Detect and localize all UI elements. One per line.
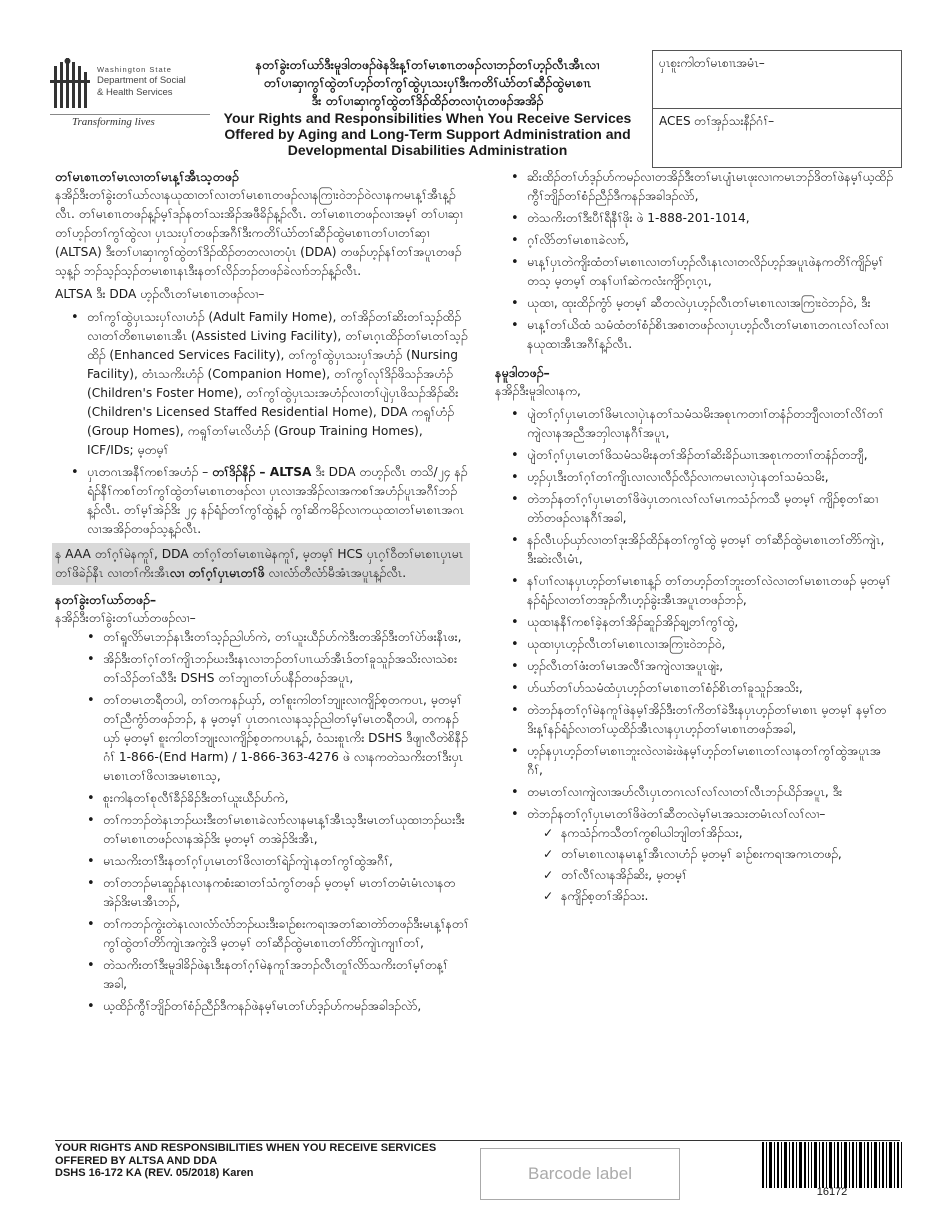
check-item-label: တၢ်လီၢ်လၢနအိၣ်ဆိး, မ့တမ့ၢ်	[561, 868, 687, 882]
check-item	[527, 845, 895, 864]
list-item: • စူးကါနတၢ်စုလီၢ်ခီၣ်ခိၣ်ဒီးတၢ်ယူးယီၣ်ဟ်ကဲ,	[55, 789, 470, 808]
rights-intro: နအိၣ်ဒီးတၢ်ခွဲးတၢ်ယာ်တဖၣ်လၢ–	[55, 611, 196, 625]
client-info-box	[652, 50, 902, 168]
dshs-people-logo-icon	[50, 58, 92, 110]
bullet2-text-a: ပှၤတဂၤအနီၢ်ကစၢ်အဟံၣ် –	[87, 465, 213, 479]
title-karen-line2: တၢ်ပၢဆှၢကွၢ်ထွဲတၢ်ဟ့ၣ်တၢ်ကွၢ်ထွဲပှၤသးပှၢ်ဒီးကတိၢ်ယံာ်တၢ်ဆီၣ်ထွဲမၤစၢၤ	[263, 75, 592, 90]
shaded-note	[52, 543, 470, 585]
shaded-text-a: န AAA တၢ်ဂ့ၢ်မဲနကူၢ်, DDA တၢ်ဂ့ၢ်တၢ်မၤစၢၤမဲနကူၢ်, မ့တမ့ၢ် HCS ပှၤဂ့ၢ်ဝီတၢ်မၤစၢၤပှၤမၤတၢ်ဖိခဲၣ်နီၤ လၢတၢ်ကိးအီၤ	[55, 547, 464, 580]
rights-list-continued	[495, 168, 895, 354]
shaded-bold: လၢ တၢ်ဂ့ၢ်ပှၤမၤတၢ်ဖိ	[169, 566, 265, 580]
rights-list	[55, 628, 470, 1016]
left-column	[55, 168, 470, 1019]
title-english-line2: Offered by Aging and Long-Term Support Administration and	[224, 126, 631, 142]
list-item: • တဲသကိးတၢ်ဒီးမူဒါခိၣ်ဖဲနၤဒီးနတၢ်ဂ့ၢ်မဲနကူၢ်အဘၣ်လီၤတူၢ်လိာ်သကိးတၢ်မ့ၢ်တန့ၢ်အခါ,	[55, 956, 470, 994]
logo-tagline: Transforming lives	[72, 116, 155, 128]
dshs-logo	[50, 56, 210, 134]
form-number: 16172	[816, 1186, 848, 1198]
logo-divider	[50, 114, 210, 115]
bullet2-important: တၢ်ဒိၣ်နီၣ် – ALTSA	[212, 465, 312, 479]
responsibilities-intro: နအိၣ်ဒီးမူဒါလၢနက,	[495, 384, 581, 398]
shaded-text-b: လၢလံာ်တီလံာ်မီအံၤအပူၤန့ၣ်လီၤ.	[264, 566, 407, 580]
bullet2-text-b: ဒီး DDA တဟ့ၣ်လီၤ တသိ/၂၄ နၣ်ရံၣ်နီၢ်ကစၢ်တၢ်ကွၢ်ထွဲတၢ်မၤစၢၤတဖၣ်လၢ ပှၤလၢအအိၣ်လၢအကစၢ်အဟံၣ်ပူၤအဂီၢ်ဘၣ်န့ၣ်လီၤ. တၢ်မ့ၢ်အဲၣ်ဒိး ၂၄ နၣ်ရံၣ်တၢ်ကွၢ်ထွဲန့ၣ် ကွၢ်ဆိကမိၣ်လၢကယုထၢတၢ်မၤစၢၤအဂၤလၢအအိၣ်တဖၣ်သ့န့ၣ်လီၤ.	[87, 465, 468, 536]
check-item-label: နကျိၣ်စ့တၢ်အိၣ်သး.	[561, 889, 649, 903]
checkmark-icon: ✓	[543, 868, 554, 882]
barcode-icon	[762, 1142, 902, 1188]
document-title	[205, 56, 650, 158]
list-item: • တၢ်တဘၣ်မၤဆူၣ်နၤလၢနကစံးဆၢတၢ်သံကွၢ်တဖၣ် မ့တမ့ၢ် မၤတၢ်တမံၤမံၤလၢနတအဲၣ်ဒိးမၤအီၤဘၣ်,	[55, 874, 470, 912]
list-item: • အိၣ်ဒီးတၢ်ဂ့ၢ်တၢ်ကျိၤဘၣ်ဃးဒီးနၤလၢဘၣ်တၢ်ပၢၤယာ်အီၤဒ်တၢ်ခူသူၣ်အသိးလၢသဲစးတၢ်သိၣ်တၢ်သီဒီး DSHS တၢ်ဘျၢတၢ်ဟ်ပနီၣ်တဖၣ်အပူၤ,	[55, 650, 470, 688]
logo-dept-line1: Department of Social	[97, 75, 186, 86]
list-item: • တဲဘၣ်နတၢ်ဂ့ၢ်ပှၤမၤတၢ်ဖိဖဲပှၤတဂၤလၢ်လၢ်မၤကသံၣ်ကသီ မ့တမ့ၢ် ကျိၣ်စ့တၢ်ဆၢတဲာ်တဖၣ်လၢနဂီၢ်အခါ,	[495, 490, 895, 528]
barcode-label-box	[480, 1148, 680, 1200]
title-karen-line1: နတၢ်ခွဲးတၢ်ယာ်ဒီးမူဒါတဖၣ်ဖဲနဒိးန့ၢ်တၢ်မၤစၢၤတဖၣ်လၢဘၣ်တၢ်ဟ့ၣ်လီၤအီၤလၢ	[255, 57, 600, 72]
client-name-field[interactable]	[653, 51, 901, 109]
list-item: • တၢ်ကွၢ်ထွဲပှၤသးပှၢ်လၢဟံၣ် (Adult Family Home), တၢ်အိၣ်တၢ်ဆိးတၢ်သ့ၣ်ထိၣ်လၢတၢ်တိစၢၤမၤစၢၤအီၤ (Assisted Living Facility), တၢ်မၤဂ့ၤထိၣ်တၢ်မၤတၢ်သ့ၣ်ထိၣ် (Enhanced Services Facility), တၢ်ကွၢ်ထွဲပှၤသးပှၢ်အဟံၣ် (Nursing Facility), တံၤသကိးဟံၣ် (Companion Home), တၢ်ကွၢ်လုၢ်ဒိၣ်ဖိသၣ်အဟံၣ် (Children's Foster Home), တၢ်ကွၢ်ထွဲပှၤသးအဟံၣ်လၢတၢ်ပျဲပှၤဖိသၣ်အိၣ်ဆိး (Children's Licensed Staffed Residential Home), DDA ကရူၢ်ဟံၣ် (Group Homes), ကရူၢ်တၢ်မၤလိဟံၣ် (Group Training Homes), ICF/IDs; မ့တမ့ၢ်	[55, 308, 470, 460]
list-item: • ယ့ထိၣ်ကွီၢ်ဘျိၣ်တၢ်စံၣ်ညီၣ်ဒီကနၣ်ဖဲနမ့ၢ်မၤတၢ်ဟ်ဒ့ၣ်ဟ်ကမၣ်အခါဒၣ်လဲာ်,	[55, 997, 470, 1016]
list-item: • ဆိးထိၣ်တၢ်ဟ်ဒ့ၣ်ဟ်ကမၣ်လၢတအိၣ်ဒီးတၢ်မၤပျံၤမၤဖုးလၢကမၤဘၣ်ဒိတၢ်ဖဲနမ့ၢ်ယ့ထိၣ်ကွီၢ်ဘျိၣ်တၢ်စံၣ်ညီၣ်ဒီကနၣ်အခါဒၣ်လဲာ်,	[495, 168, 895, 206]
list-item: • တဲသကိးတၢ်ဒီးပီၢ်ရီနီၢ်ဖိုး ဖဲ 1-888-201-1014,	[495, 209, 895, 228]
list-item: • ဟ့ၣ်လီၤတၢ်ဖံးတၢ်မၤအလီၢ်အကျဲလၢအပူၤဖျဲး,	[495, 657, 895, 676]
right-column	[495, 168, 895, 909]
check-item	[527, 824, 895, 843]
check-item-label: တၢ်မၤစၢၤလၢနမၤန့ၢ်အီၤလၢဟံၣ် မ့တမ့ၢ် ခၢဉ်စးကရၢအကၤတဖၣ်,	[561, 847, 842, 861]
list-item: • တၢ်ရူလိာ်မၤဘၣ်နၤဒီးတၢ်သ့ၣ်ညါဟ်ကဲ, တၢ်ယူးယီၣ်ဟ်ကဲဒီးတအိၣ်ဒီးတၢ်ပဲာ်ဖးနီၤဖး,	[55, 628, 470, 647]
list-item: • ပျဲတၢ်ဂ့ၢ်ပှၤမၤတၢ်ဖိသမံသမိးနတၢ်အိၣ်တၢ်ဆိးခိၣ်ယၢၤအစုၤကတၢၢ်တနံၣ်တဘျီ,	[495, 446, 895, 465]
check-item-label: နကသံၣ်ကသီတၢ်ကွစါယါဘျါတၢ်အိၣ်သး,	[561, 826, 743, 840]
list-item: • ဟ့ၣ်ပှၤဒီးတၢ်ဂ့ၢ်တၢ်ကျိၤလၢလၢလီၣ်လီၣ်လၢကမၤလၢပှဲၤနတၢ်သမံသမိး,	[495, 468, 895, 487]
list-item: • တၢ်ကဘၣ်တဲနၤဘၣ်ဃးဒီးတၢ်မၤစၢၤခဲလၢာ်လၢနမၤန့ၢ်အီၤသ့ဒီးမၤတၢ်ယုထၢဘၣ်ဃးဒီးတၢ်မၤစၢၤတဖၣ်လၢနအဲၣ်ဒိး မ့တမ့ၢ် တအဲၣ်ဒိးအီၤ,	[55, 811, 470, 849]
list-item: • ယုထၢ, ထုးထိၣ်ကွံာ် မ့တမ့ၢ် ဆီတလဲပှၤဟ့ၣ်လီၤတၢ်မၤစၢၤလၢအကြၢးဝဲဘၣ်ဝဲ, ဒီး	[495, 294, 895, 313]
list-item: • တဲဘၣ်နတၢ်ဂ့ၢ်မဲနကူၢ်ဖဲနမ့ၢ်အိၣ်ဒီးတၢ်ကိတၢ်ခဲဒီးနပှၤဟ့ၣ်တၢ်မၤစၢၤ မ့တမ့ၢ် နမ့ၢ်တဒိးန့ၢ်နၣ်ရံၣ်လၢတၢ်ယ့ထိၣ်အီၤလၢနပှၤဟ့ၣ်တၢ်မၤစၢၤတဖၣ်အခါ,	[495, 701, 895, 739]
list-item: • ဂ့ၢ်လိာ်တၢ်မၤစၢၤခဲလၢာ်,	[495, 231, 895, 250]
services-list	[55, 308, 470, 539]
barcode-label-text: Barcode label	[528, 1164, 632, 1183]
title-english-line1: Your Rights and Responsibilities When You Receive Services	[223, 110, 632, 126]
list-item: • မၤသကိးတၢ်ဒီးနတၢ်ဂ့ၢ်ပှၤမၤတၢ်ဖိလၢတၢ်ရဲၣ်ကျဲၤနတၢ်ကွၢ်ထွဲအဂီၢ်,	[55, 852, 470, 871]
footer-form-id: DSHS 16-172 KA (REV. 05/2018) Karen	[55, 1167, 254, 1179]
list-item	[495, 805, 895, 906]
list-item: • တၢ်တမၤတရီတပါ, တၢ်တကနၣ်ယှာ်, တၢ်စူးကါတၢ်ဘျုးလၢကျိၣ်စ့တကပၤ, မ့တမ့ၢ် တၢ်ညီကွံာ်တဖၣ်ဘၣ်, န မ့တမ့ၢ် ပှၤတဂၤလၢနသ့ၣ်ညါတၢ်မ့ၢ်မၤတရီတပါ, တကနၣ်ယှာ် မ့တမ့ၢ် စူးကါတၢ်ဘျုးလၢကျိၣ်စ့တကပၤန့ၣ်, ဝံသးစူၤကိး DSHS ဒီဖျၢလီတဲစိနီၣ်ဂံၢ် 1-866-(End Harm) / 1-866-363-4276 ဖဲ လၢနကတဲသကိးတၢ်ဒီးပှၤမၤစၢၤတၢ်ဖိလၢအမၤစၢၤသ့,	[55, 691, 470, 786]
list-item: • တမၤတၢ်လၢကျဲလၢအဟ်လီၤပှၤတဂၤလၢ်လၢ်လၢတၢ်လီၤဘၣ်ယိၣ်အပူၤ, ဒီး	[495, 783, 895, 802]
list-item: • ဟ့ၣ်နပှၤဟ့ၣ်တၢ်မၤစၢၤဘူးလဲလၢခဲးဖဲနမ့ၢ်ဟ့ၣ်တၢ်မၤစၢၤတၢ်လၢနတၢ်ကွၢ်ထွဲအပူၤအဂီၢ်,	[495, 742, 895, 780]
client-name-label: ပှၤစူးကါတၢ်မၤစၢၤအမံၤ–	[659, 56, 765, 70]
logo-dept-line2: & Health Services	[97, 87, 173, 98]
check-item	[527, 866, 895, 885]
checkmark-icon: ✓	[543, 826, 554, 840]
responsibilities-list	[495, 405, 895, 906]
list-item: • ယုထၢပှၤဟ့ၣ်လီၤတၢ်မၤစၢၤလၢအကြၢးဝဲဘၣ်ဝဲ,	[495, 635, 895, 654]
list-item: • ပာ်ယာ်တၢ်ဟ်သမံထံပှၤဟ့ၣ်တၢ်မၤစၢၤတၢ်စံၣ်စိၤတၢ်ခူသူၣ်အသိး,	[495, 679, 895, 698]
rights-heading: နတၢ်ခွဲးတၢ်ယာ်တဖၣ်–	[55, 592, 157, 607]
services-heading: တၢ်မၤစၢၤတၢ်မၤလၢတၢ်မၤန့ၢ်အီၤသ့တဖၣ်	[55, 169, 239, 184]
change-checklist	[527, 824, 895, 906]
logo-state: Washington State	[97, 65, 172, 74]
list-item: • မၤန့ၢ်တၢ်ယိထံ သမံထံတၢ်စံၣ်စိၤအစၢတဖၣ်လၢပှၤဟ့ၣ်လီၤတၢ်မၤစၢၤတဂၤလၢ်လၢ်လၢနယုထၢအီၤအဂီၢ်န့ၣ်လီၤ.	[495, 316, 895, 354]
list-item: • တၢ်ကဘၣ်ကွဲးတဲနၤလၢလံာ်လံာ်ဘၣ်ဃးဒီးခၢဉ်စးကရၢအတၢ်ဆၢတဲာ်တဖၣ်ဒီးမၤန့ၢ်နတၢ်ကွၢ်ထွဲတၢ်တိာ်ကျဲၤအကွဲးဒိ မ့တမ့ၢ် တၢ်ဆီၣ်ထွဲမၤစၢၤတၢ်တိာ်ကျဲၤကျၢၢ်တၢ်,	[55, 915, 470, 953]
checkmark-icon: ✓	[543, 889, 554, 903]
responsibilities-heading: နမူဒါတဖၣ်–	[495, 365, 550, 380]
footer-line2: OFFERED BY ALTSA AND DDA	[55, 1154, 218, 1167]
aces-label: ACES တၢ်အှၣ်သးနီၣ်ဂံၢ်–	[659, 114, 775, 128]
services-paragraph: နအိၣ်ဒီးတၢ်ခွဲးတၢ်ယာ်လၢနယုထၢတၢ်လၢတၢ်မၤစၢၤတဖၣ်လၢနကြၢးဝဲဘၣ်ဝဲလၢနကမၤန့ၢ်အီၤန့ၣ်လီၤ. တၢ်မၤစၢၤတဖၣ်န့ၣ်မ့ၢ်ဒၣ်နတၢ်သးအိၣ်အဖီခိၣ်န့ၣ်လီၤ. တၢ်မၤစၢၤတဖၣ်လၢအမ့ၢ် တၢ်ပၢဆှၢတၢ်ဟ့ၣ်တၢ်ကွၢ်ထွဲလၢ ပှၤသးပှၢ်တဖၣ်အဂီၢ်ဒီးကတိၢ်ယံာ်တၢ်ဆီၣ်ထွဲမၤစၢၤတၢ်ပၢတၢ်ဆှၢ (ALTSA) ဒီးတၢ်ပၢဆှၢကွၢ်ထွဲတၢ်ဒိၣ်ထိၣ်တတလၢတပုံၤ (DDA) တဖၣ်ဟ့ၣ်နၢ်တၢ်အပူၤတဖၣ်သ့န့ၣ် ဘၣ်သ့ၣ်သ့ၣ်တမၤစၢၤနၤဒီးနတၢ်လိၣ်ဘၣ်တဖၣ်ခဲလၢာ်ဘၣ်န့ၣ်လီၤ.	[55, 188, 463, 278]
title-karen-line3: ဒီး တၢ်ပၢဆှၢကွၢ်ထွဲတၢ်ဒိၣ်ထိၣ်တလၢပုံၤတဖၣ်အအိၣ်	[311, 93, 544, 108]
change-notice-text: တဲဘၣ်နတၢ်ဂ့ၢ်ပှၤမၤတၢ်ဖိဖဲတၢ်ဆီတလဲမ့ၢ်မၤအသးတမံၤလၢ်လၢ်လၢ–	[527, 807, 826, 821]
list-item: • မၤန့ၢ်ပှၤတဲကျိးထံတၢ်မၤစၢၤလၢတၢ်ဟ့ၣ်လီၤနၤလၢတလိၣ်ဟ့ၣ်အပူၤဖဲနကတိၢ်ကျိၣ်မ့ၢ်တသ့ မ့တမ့ၢ် တနၢ်ပၢၢ်ဆဲကလံးကျိာ်ဂ့ၤဂ့ၤ,	[495, 253, 895, 291]
checkmark-icon: ✓	[543, 847, 554, 861]
aces-number-field[interactable]	[653, 109, 901, 167]
title-english-line3: Developmental Disabilities Administration	[287, 142, 568, 158]
footer-line1: YOUR RIGHTS AND RESPONSIBILITIES WHEN YOU RECEIVE SERVICES	[55, 1142, 437, 1154]
check-item	[527, 887, 895, 906]
list-item: • ပျဲတၢ်ဂ့ၢ်ပှၤမၤတၢ်ဖိမၤလၢပှဲၤနတၢ်သမံသမိးအစုၤကတၢၢ်တနံၣ်တဘျီလၢတၢ်လိၢ်တၢ်ကျဲလၢနအညီအဘှါလၢနဂီၢ်အပူၤ,	[495, 405, 895, 443]
altsa-intro: ALTSA ဒီး DDA ဟ့ၣ်လီၤတၢ်မၤစၢၤတဖၣ်လၢ–	[55, 287, 265, 301]
list-item: • နၣ်လီၤပၣ်ယှာ်လၢတၢ်ဒုးအိၣ်ထိၣ်နတၢ်ကွၢ်ထွဲ မ့တမ့ၢ် တၢ်ဆီၣ်ထွဲမၤစၢၤတၢ်တိာ်ကျဲၤ, ဒီးဆဲးလီၤမံၤ,	[495, 531, 895, 569]
list-item: • နၢ်ပၢၢ်လၢနပှၤဟ့ၣ်တၢ်မၤစၢၤန့ၣ် တၢ်တဟ့ၣ်တၢ်ဘူးတၢ်လဲလၢတၢ်မၤစၢၤတဖၣ် မ့တမ့ၢ် နၣ်ရံၣ်လၢတၢ်တအုၣ်ကီၤဟ့ၣ်ခွဲးအီၤအပူၤတဖၣ်ဘၣ်,	[495, 572, 895, 610]
list-item: • ယုထၢနနီၢ်ကစၢ်ခဲ့နတၢ်အိၣ်ဆူၣ်အိၣ်ချ့တၢ်ကွၢ်ထွဲ,	[495, 613, 895, 632]
footer-divider	[55, 1140, 900, 1141]
footer-form-title	[55, 1142, 475, 1180]
list-item	[55, 463, 470, 539]
